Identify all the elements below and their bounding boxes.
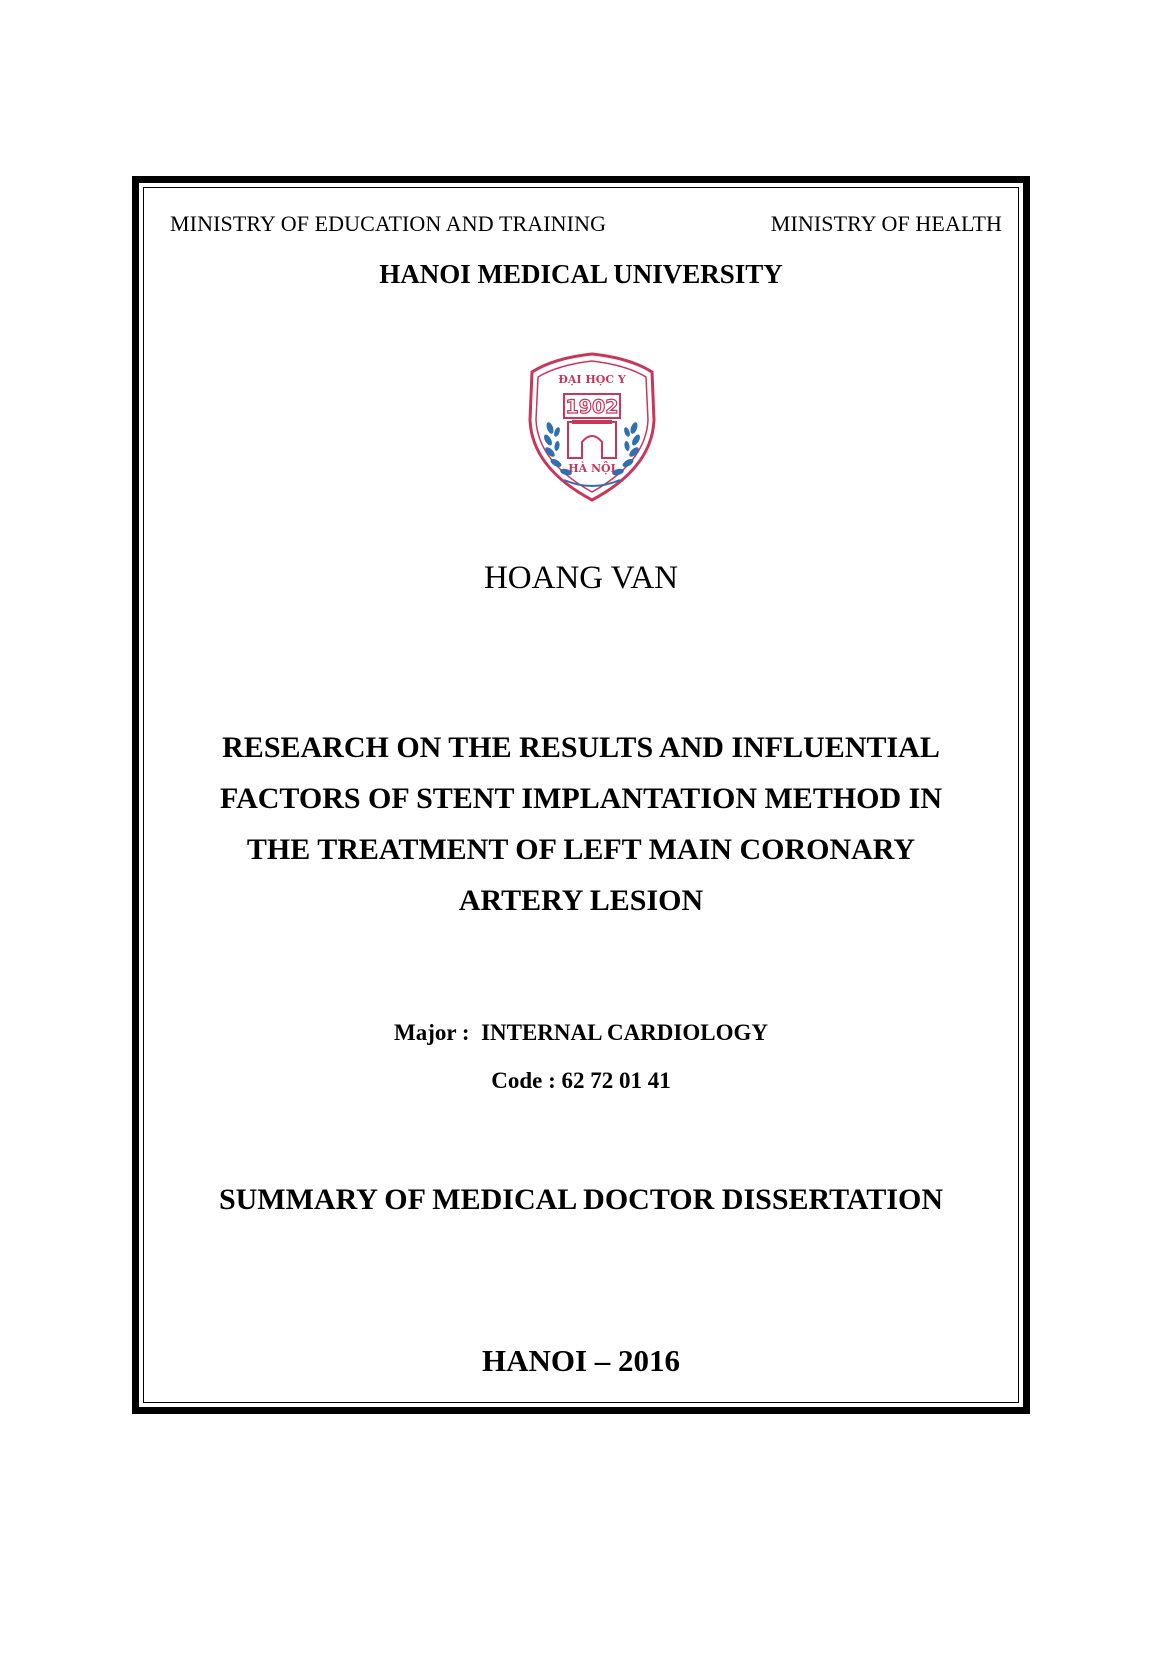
university-logo	[524, 350, 660, 506]
logo-top-text: ĐẠI HỌC Y	[558, 373, 626, 386]
code: Code : 62 72 01 41	[491, 1068, 671, 1093]
logo-bottom-text: HÀ NỘI	[568, 462, 616, 475]
dissertation-title	[144, 722, 1018, 926]
ministry-health: MINISTRY OF HEALTH	[770, 211, 1002, 236]
document-type: SUMMARY OF MEDICAL DOCTOR DISSERTATION	[218, 1183, 944, 1216]
author-name: HOANG VAN	[483, 560, 679, 596]
city-year: HANOI – 2016	[481, 1343, 681, 1378]
title-line: RESEARCH ON THE RESULTS AND INFLUENTIAL	[222, 731, 940, 764]
title-line: THE TREATMENT OF LEFT MAIN CORONARY	[246, 833, 916, 866]
page-border-inner	[143, 187, 1019, 1403]
page-border	[132, 176, 1030, 1414]
major: Major : INTERNAL CARDIOLOGY	[394, 1020, 768, 1045]
title-line: FACTORS OF STENT IMPLANTATION METHOD IN	[219, 782, 943, 815]
ministry-education: MINISTRY OF EDUCATION AND TRAINING	[170, 211, 607, 236]
university-name: HANOI MEDICAL UNIVERSITY	[379, 259, 783, 289]
ministries-header	[170, 211, 1002, 237]
logo-year: 1902	[565, 396, 619, 418]
title-line: ARTERY LESION	[458, 884, 704, 917]
